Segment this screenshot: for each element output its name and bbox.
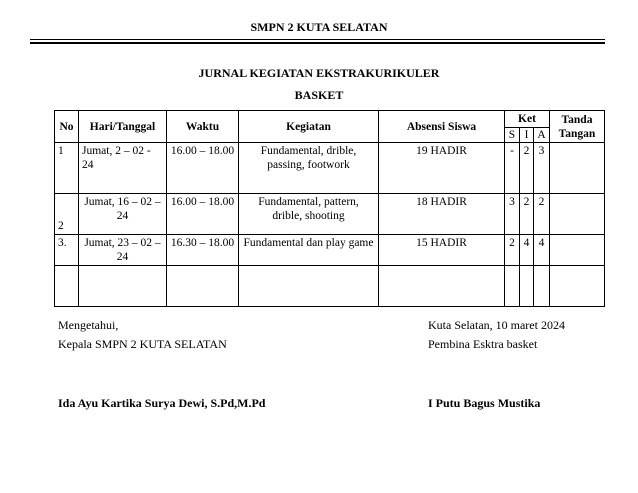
col-header-ket-a: A	[534, 128, 550, 143]
cell-no: 3.	[55, 235, 79, 266]
principal-name: Ida Ayu Kartika Surya Dewi, S.Pd,M.Pd	[58, 396, 266, 410]
cell-no: 2	[55, 194, 79, 235]
place-date: Kuta Selatan, 10 maret 2024	[428, 318, 565, 332]
col-header-ket-s: S	[505, 128, 520, 143]
cell-ket-a: 2	[534, 194, 550, 235]
cell-ket-i: 2	[520, 143, 534, 194]
cell-date: Jumat, 2 – 02 - 24	[79, 143, 167, 194]
col-header-activity: Kegiatan	[239, 111, 379, 143]
cell-attendance	[379, 266, 505, 307]
principal-title: Kepala SMPN 2 KUTA SELATAN	[58, 337, 227, 351]
table-row	[55, 194, 605, 235]
col-header-date: Hari/Tanggal	[79, 111, 167, 143]
coach-title: Pembina Esktra basket	[428, 337, 538, 351]
cell-attendance: 19 HADIR	[379, 143, 505, 194]
col-header-sign: Tanda Tangan	[550, 111, 605, 143]
cell-no	[55, 266, 79, 307]
cell-ket-a	[534, 266, 550, 307]
cell-ket-s: -	[505, 143, 520, 194]
journal-title: JURNAL KEGIATAN EKSTRAKURIKULER	[198, 66, 440, 80]
cell-time: 16.00 – 18.00	[167, 194, 239, 235]
cell-ket-i: 2	[520, 194, 534, 235]
table-row	[55, 266, 605, 307]
cell-time: 16.00 – 18.00	[167, 143, 239, 194]
cell-activity: Fundamental, pattern, drible, shooting	[239, 194, 379, 235]
journal-subtitle: BASKET	[294, 88, 344, 102]
cell-ket-s	[505, 266, 520, 307]
school-name: SMPN 2 KUTA SELATAN	[250, 20, 388, 34]
col-header-time: Waktu	[167, 111, 239, 143]
journal-table	[54, 110, 605, 307]
col-header-ket: Ket	[505, 111, 550, 128]
col-header-no: No	[55, 111, 79, 143]
header-rule-thin	[30, 39, 605, 40]
cell-sign	[550, 266, 605, 307]
cell-date: Jumat, 16 – 02 – 24	[79, 194, 167, 235]
cell-activity: Fundamental dan play game	[239, 235, 379, 266]
acknowledged-label: Mengetahui,	[58, 318, 119, 332]
cell-sign	[550, 235, 605, 266]
cell-time: 16.30 – 18.00	[167, 235, 239, 266]
cell-ket-s: 2	[505, 235, 520, 266]
cell-no: 1	[55, 143, 79, 194]
table-row	[55, 143, 605, 194]
cell-activity	[239, 266, 379, 307]
cell-date: Jumat, 23 – 02 – 24	[79, 235, 167, 266]
cell-ket-a: 3	[534, 143, 550, 194]
header-rule-thick	[30, 42, 605, 44]
cell-sign	[550, 194, 605, 235]
cell-ket-i	[520, 266, 534, 307]
cell-sign	[550, 143, 605, 194]
cell-time	[167, 266, 239, 307]
cell-ket-a: 4	[534, 235, 550, 266]
cell-date	[79, 266, 167, 307]
cell-ket-i: 4	[520, 235, 534, 266]
cell-attendance: 18 HADIR	[379, 194, 505, 235]
cell-attendance: 15 HADIR	[379, 235, 505, 266]
col-header-ket-i: I	[520, 128, 534, 143]
cell-ket-s: 3	[505, 194, 520, 235]
col-header-attendance: Absensi Siswa	[379, 111, 505, 143]
cell-activity: Fundamental, drible, passing, footwork	[239, 143, 379, 194]
coach-name: I Putu Bagus Mustika	[428, 396, 541, 410]
table-row	[55, 235, 605, 266]
